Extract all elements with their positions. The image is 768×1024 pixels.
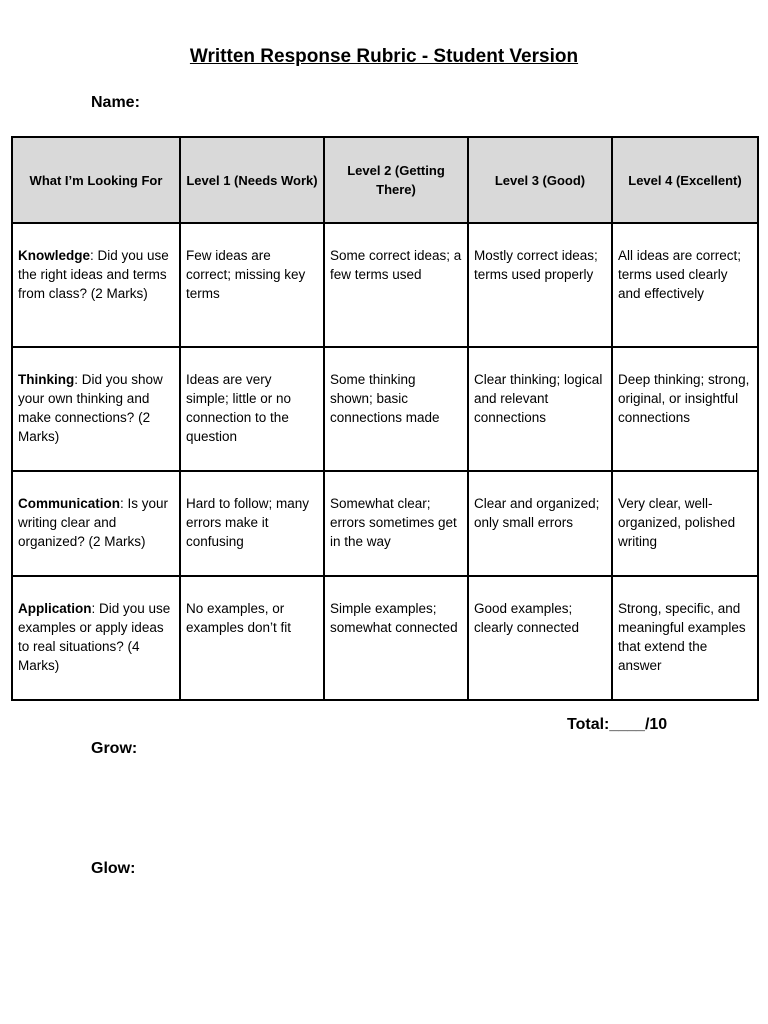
- criterion-question: : Did you show your own thinking and make connections? (2 Marks): [18, 372, 163, 444]
- header-level-3: Level 3 (Good): [468, 137, 612, 223]
- grow-label: Grow:: [91, 740, 138, 757]
- level-4-cell: Very clear, well-organized, polished writing: [612, 471, 758, 576]
- criterion-question: : Did you use examples or apply ideas to real situations? (4 Marks): [18, 601, 171, 673]
- level-3-cell: Mostly correct ideas; terms used properly: [468, 223, 612, 347]
- level-3-cell: Good examples; clearly connected: [468, 576, 612, 700]
- level-3-cell: Clear thinking; logical and relevant connections: [468, 347, 612, 471]
- criterion-name: Knowledge: [18, 248, 91, 263]
- level-2-cell: Somewhat clear; errors sometimes get in the way: [324, 471, 468, 576]
- header-level-1: Level 1 (Needs Work): [180, 137, 324, 223]
- criterion-cell: [12, 347, 180, 471]
- criterion-name: Thinking: [18, 372, 75, 387]
- total-score-label: Total:____/10: [567, 716, 668, 733]
- criterion-question: : Is your writing clear and organized? (2 Marks): [18, 496, 169, 549]
- level-2-cell: Some correct ideas; a few terms used: [324, 223, 468, 347]
- criterion-cell: [12, 576, 180, 700]
- header-row: [12, 137, 758, 223]
- level-1-cell: Ideas are very simple; little or no connection to the question: [180, 347, 324, 471]
- table-row-knowledge: [12, 223, 758, 347]
- header-criteria: What I’m Looking For: [12, 137, 180, 223]
- level-1-cell: Few ideas are correct; missing key terms: [180, 223, 324, 347]
- name-label: Name:: [91, 94, 140, 111]
- criterion-name: Communication: [18, 496, 121, 511]
- level-1-cell: Hard to follow; many errors make it confusing: [180, 471, 324, 576]
- page-title: [0, 46, 768, 68]
- criterion-name: Application: [18, 601, 92, 616]
- level-2-cell: Simple examples; somewhat connected: [324, 576, 468, 700]
- table-row-application: [12, 576, 758, 700]
- level-4-cell: Strong, specific, and meaningful examples that extend the answer: [612, 576, 758, 700]
- level-4-cell: All ideas are correct; terms used clearly and effectively: [612, 223, 758, 347]
- table-row-thinking: [12, 347, 758, 471]
- glow-label: Glow:: [91, 860, 136, 877]
- table-row-communication: [12, 471, 758, 576]
- level-4-cell: Deep thinking; strong, original, or insightful connections: [612, 347, 758, 471]
- criterion-question: : Did you use the right ideas and terms from class? (2 Marks): [18, 248, 169, 301]
- rubric-table: [11, 136, 759, 701]
- header-level-2: Level 2 (Getting There): [324, 137, 468, 223]
- level-1-cell: No examples, or examples don’t fit: [180, 576, 324, 700]
- level-2-cell: Some thinking shown; basic connections made: [324, 347, 468, 471]
- header-level-4: Level 4 (Excellent): [612, 137, 758, 223]
- criterion-cell: [12, 223, 180, 347]
- level-3-cell: Clear and organized; only small errors: [468, 471, 612, 576]
- page-title-text: Written Response Rubric - Student Version: [189, 46, 579, 67]
- criterion-cell: [12, 471, 180, 576]
